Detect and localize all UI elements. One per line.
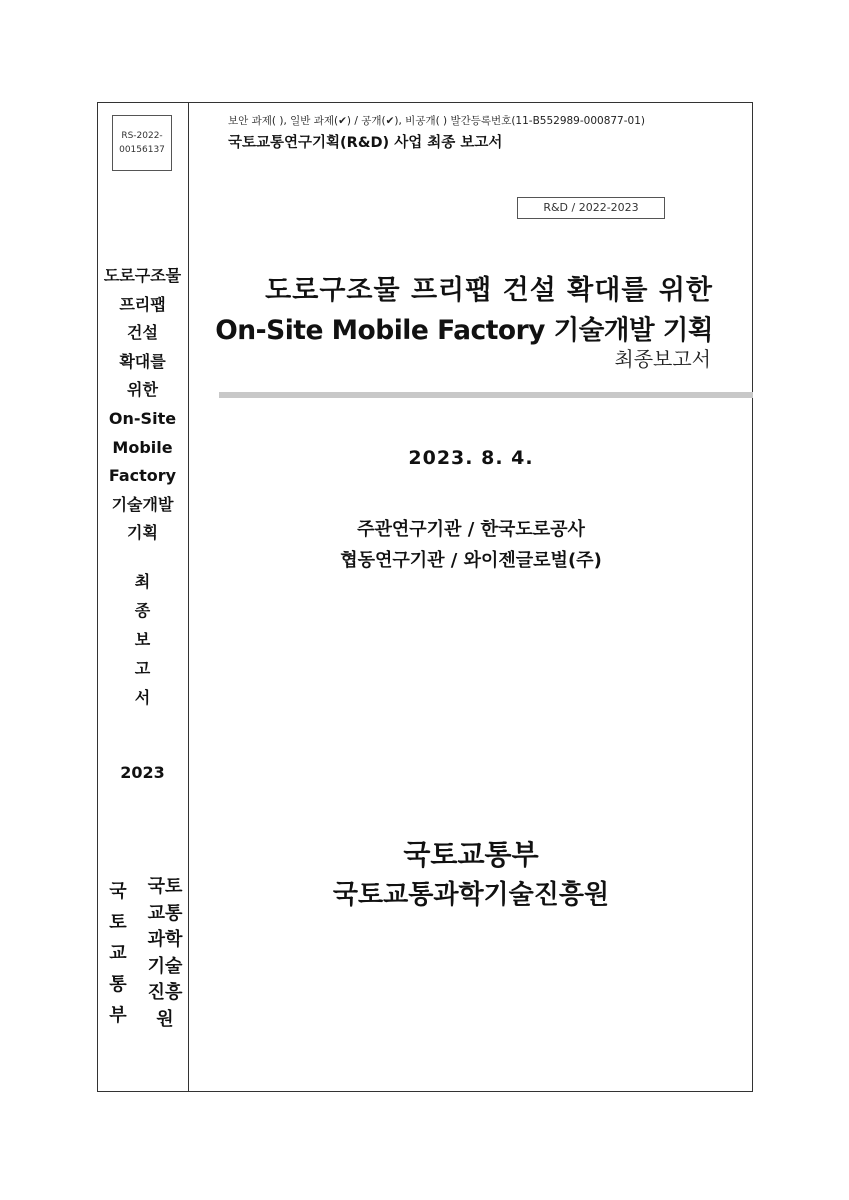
spine-final-char: 고 bbox=[134, 659, 151, 678]
report-number-line: 00156137 bbox=[119, 145, 165, 155]
spine-agency bbox=[142, 874, 188, 1033]
spine-final-report bbox=[97, 567, 188, 712]
title-divider bbox=[219, 392, 753, 398]
spine-agency-line: 과학 bbox=[147, 929, 183, 950]
spine-final-char: 보 bbox=[134, 630, 151, 649]
spine-divider bbox=[188, 102, 189, 1092]
cover-frame bbox=[97, 102, 753, 1092]
spine-ministry-char: 교 bbox=[109, 943, 127, 964]
project-code-box: R&D / 2022-2023 bbox=[517, 197, 665, 219]
spine-title bbox=[97, 262, 188, 548]
main-title-line-2: On-Site Mobile Factory 기술개발 기획 bbox=[215, 315, 713, 346]
report-number-line: RS-2022- bbox=[121, 131, 163, 141]
spine-title-line: 기술개발 bbox=[111, 494, 174, 514]
spine-year: 2023 bbox=[120, 763, 165, 782]
main-title-line-1: 도로구조물 프리팹 건설 확대를 위한 bbox=[265, 275, 713, 306]
spine-agency-line: 기술 bbox=[147, 955, 183, 977]
spine-title-line: 위한 bbox=[127, 380, 158, 400]
spine-title-line: On-Site bbox=[108, 408, 177, 428]
spine-ministry-char: 국 bbox=[109, 881, 127, 902]
report-date: 2023. 8. 4. bbox=[408, 447, 534, 469]
spine-title-line: 도로구조물 bbox=[103, 266, 182, 285]
spine-agency-line: 국토 bbox=[147, 876, 183, 897]
spine-title-line: Mobile bbox=[112, 437, 173, 457]
agency-name: 국토교통과학기술진흥원 bbox=[332, 880, 610, 910]
spine-final-char: 종 bbox=[134, 601, 151, 620]
security-classification: 보안 과제( ), 일반 과제(✔) / 공개(✔), 비공개( ) 발간등록번호(11-B552989-000877-01) bbox=[228, 115, 645, 127]
report-number-box bbox=[112, 115, 172, 171]
partner-institution: 협동연구기관 / 와이젠글로벌(주) bbox=[340, 550, 602, 571]
spine-ministry-char: 부 bbox=[109, 1005, 127, 1026]
spine-agency-line: 진흥 bbox=[147, 982, 183, 1003]
lead-institution: 주관연구기관 / 한국도로공사 bbox=[357, 519, 585, 540]
main-subtitle: 최종보고서 bbox=[614, 347, 711, 371]
spine-title-line: Factory bbox=[108, 466, 177, 486]
spine-title-line: 확대를 bbox=[119, 351, 166, 371]
spine-title-line: 프리팹 bbox=[119, 294, 166, 314]
spine-ministry bbox=[107, 876, 129, 1031]
spine-final-char: 서 bbox=[134, 688, 151, 707]
report-type: 국토교통연구기획(R&D) 사업 최종 보고서 bbox=[228, 135, 503, 151]
spine-ministry-char: 토 bbox=[109, 912, 127, 933]
spine-agency-line: 교통 bbox=[147, 902, 183, 924]
spine-agency-line: 원 bbox=[156, 1008, 174, 1030]
spine-title-line: 기획 bbox=[127, 523, 158, 543]
spine-title-line: 건설 bbox=[127, 323, 158, 343]
spine-final-char: 최 bbox=[134, 572, 151, 591]
spine-ministry-char: 통 bbox=[109, 974, 127, 995]
ministry-name: 국토교통부 bbox=[403, 838, 539, 871]
